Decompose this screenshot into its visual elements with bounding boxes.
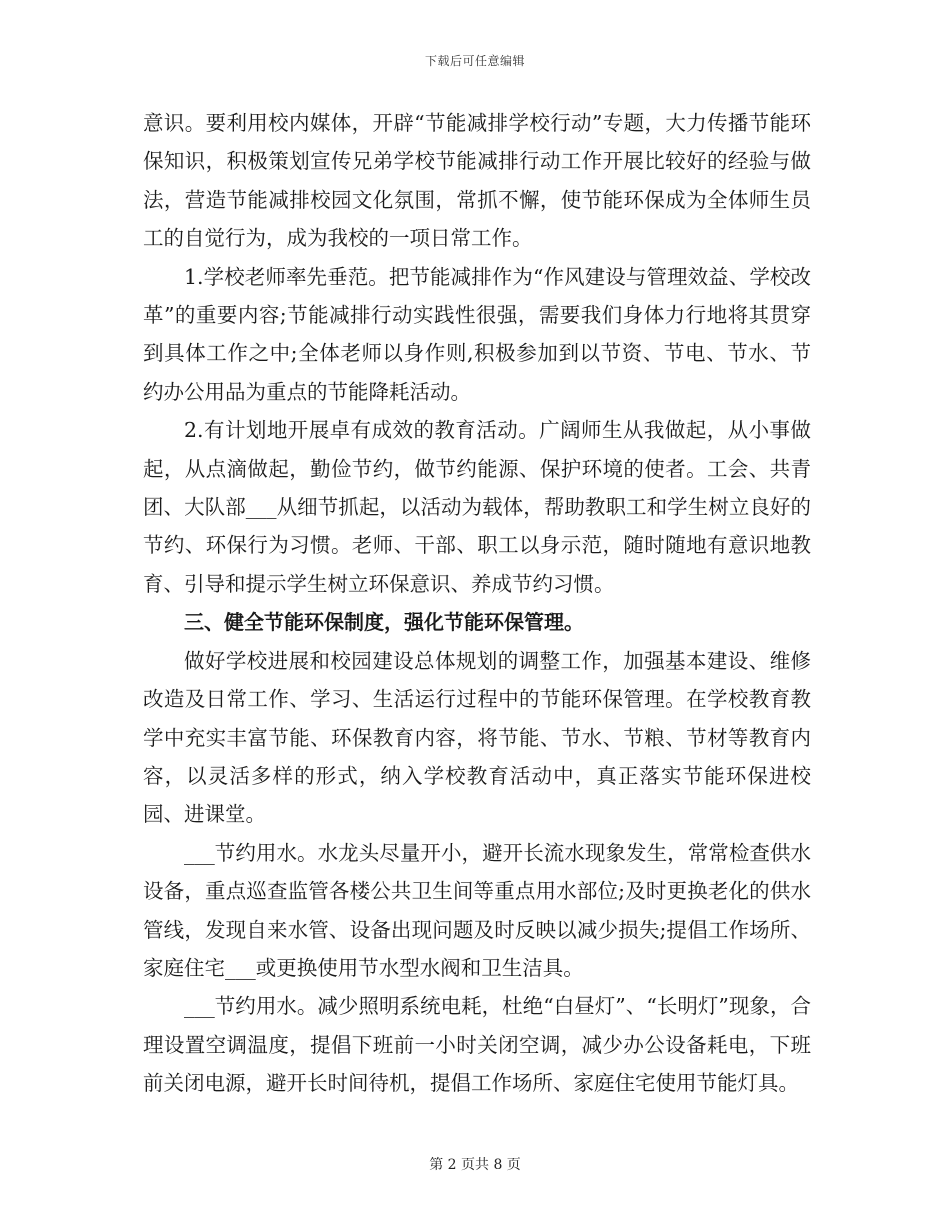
paragraph-power-saving: ___节约用水。减少照明系统电耗，杜绝“白昼灯”、“长明灯”现象，合理设置空调温度，提倡下班前一小时关闭空调，减少办公设备耗电，下班前关闭电源，避开长时间待机，提倡工作场所、家庭住宅使用节能灯具。: [143, 994, 811, 1096]
document-body: [143, 104, 811, 1103]
paragraph-planning: 做好学校进展和校园建设总体规划的调整工作，加强基本建设、维修改造及日常工作、学习、生活运行过程中的节能环保管理。在学校教育教学中充实丰富节能、环保教育内容，将节能、节水、节粮、节材等教育内容，以灵活多样的形式，纳入学校教育活动中，真正落实节能环保进校园、进课堂。: [143, 648, 811, 827]
paragraph-awareness: 意识。要利用校内媒体，开辟“节能减排学校行动”专题，大力传播节能环保知识，积极策划宣传兄弟学校节能减排行动工作开展比较好的经验与做法，营造节能减排校园文化氛围，常抓不懈，使节能环保成为全体师生员工的自觉行为，成为我校的一项日常工作。: [143, 111, 811, 251]
section-heading: 三、健全节能环保制度，强化节能环保管理。: [184, 610, 584, 635]
paragraph-water-saving: ___节约用水。水龙头尽量开小，避开长流水现象发生，常常检查供水设备，重点巡查监管各楼公共卫生间等重点用水部位;及时更换老化的供水管线，发现自来水管、设备出现问题及时反映以减少损失;提倡工作场所、家庭住宅___或更换使用节水型水阀和卫生洁具。: [143, 840, 811, 980]
page-header: 下载后可任意编辑: [424, 54, 525, 68]
page-footer: 第 2 页共 8 页: [429, 1157, 521, 1173]
paragraph-item-1: 1.学校老师率先垂范。把节能减排作为“作风建设与管理效益、学校改革”的重要内容;节能减排行动实践性很强，需要我们身体力行地将其贯穿到具体工作之中;全体老师以身作则,积极参加到以节资、节电、节水、节约办公用品为重点的节能降耗活动。: [143, 264, 811, 404]
paragraph-item-2: 2.有计划地开展卓有成效的教育活动。广阔师生从我做起，从小事做起，从点滴做起，勤俭节约，做节约能源、保护环境的使者。工会、共青团、大队部___从细节抓起，以活动为载体，帮助教职工和学生树立良好的节约、环保行为习惯。老师、干部、职工以身示范，随时随地有意识地教育、引导和提示学生树立环保意识、养成节约习惯。: [143, 418, 811, 596]
